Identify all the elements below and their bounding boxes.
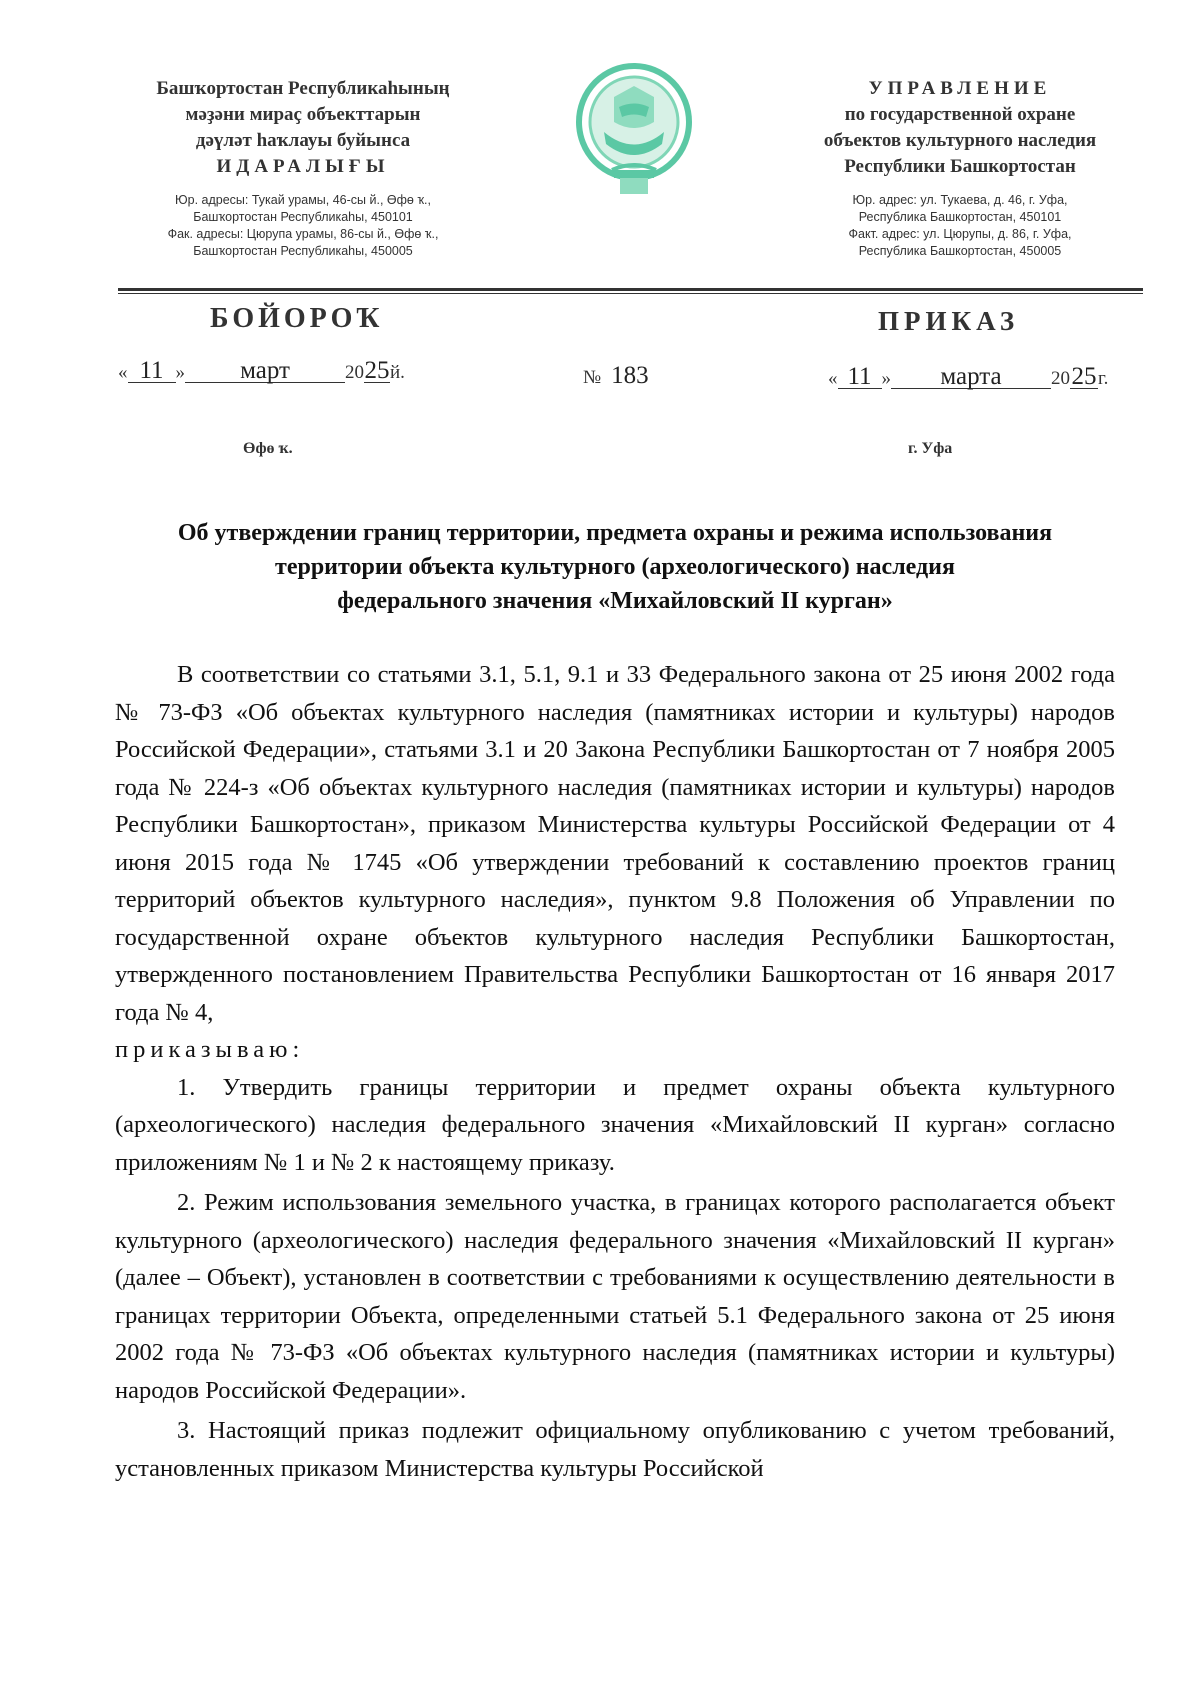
- address-line: Республика Башкортостан, 450005: [858, 244, 1062, 258]
- org-line: дәүләт һаҡлауы буйынса: [195, 130, 411, 151]
- date-day: 11: [838, 366, 882, 389]
- title-line: федерального значения «Михайловский II курган»: [337, 588, 893, 614]
- header-divider-thin: [118, 293, 1143, 294]
- document-type-bashkir: БОЙОРОҠ: [210, 303, 384, 334]
- org-line: Республики Башкортостан: [844, 156, 1076, 177]
- date-year-prefix: 20: [345, 362, 364, 383]
- org-line: мәҙәни мираҫ объекттарын: [185, 104, 421, 125]
- address-line: Фак. адресы: Цюрупа урамы, 86-сы й., Өфө ҡ.,: [167, 227, 439, 241]
- date-month: марта: [891, 366, 1051, 389]
- org-line: объектов культурного наследия: [823, 130, 1097, 151]
- address-line: Факт. адрес: ул. Цюрупы, д. 86, г. Уфа,: [848, 227, 1072, 241]
- date-bashkir: [118, 357, 405, 384]
- title-line: Об утверждении границ территории, предмета охраны и режима использования: [177, 520, 1053, 546]
- header-left: [118, 76, 488, 260]
- header-divider: [118, 288, 1143, 291]
- date-year-suffix: 25: [364, 357, 390, 384]
- quote-open: «: [828, 368, 838, 389]
- date-year-suffix: 25: [1071, 363, 1097, 390]
- item-3-paragraph: 3. Настоящий приказ подлежит официальному опубликованию с учетом требований, установленных приказом Министерства культуры Российской: [115, 1417, 1115, 1482]
- city-bashkir: Өфө ҡ.: [243, 440, 293, 457]
- date-year-prefix: 20: [1051, 368, 1070, 389]
- org-line: УПРАВЛЕНИЕ: [868, 78, 1052, 99]
- item-2-paragraph: 2. Режим использования земельного участка, в границах которого располагается объект культурного (археологического) наследия федерального значения «Михайловский II курган» (далее – Объект), установлен в соответствии с требованиями к осуществлению деятельности в границах территории Объекта, определенными статьей 5.1 Федерального закона от 25 июня 2002 года № 73-ФЗ «Об объектах культурного наследия (памятниках истории и культуры) народов Российской Федерации».: [115, 1189, 1115, 1404]
- quote-close: »: [175, 362, 185, 383]
- preamble-paragraph: В соответствии со статьями 3.1, 5.1, 9.1 и 33 Федерального закона от 25 июня 2002 года № 73-ФЗ «Об объектах культурного наследия (памятниках истории и культуры) народов Российской Федерации», статьями 3.1 и 20 Закона Республики Башкортостан от 7 ноября 2005 года № 224-з «Об объектах культурного наследия (памятниках истории и культуры) народов Республики Башкортостан», приказом Министерства культуры Российской Федерации от 4 июня 2015 года № 1745 «Об утверждении требований к составлению проектов границ территорий объектов культурного наследия», пунктом 9.8 Положения об Управлении по государственной охране объектов культурного наследия Республики Башкортостан, утвержденного постановлением Правительства Республики Башкортостан от 16 января 2017 года № 4,: [115, 661, 1115, 1026]
- document-type-russian: ПРИКАЗ: [878, 306, 1020, 336]
- address-line: Юр. адрес: ул. Тукаева, д. 46, г. Уфа,: [852, 193, 1068, 207]
- address-line: Башҡортостан Республикаһы, 450101: [193, 210, 413, 224]
- quote-close: »: [881, 368, 891, 389]
- org-name-bashkir: [118, 76, 488, 180]
- org-line: по государственной охране: [844, 104, 1076, 125]
- header-right: [790, 76, 1130, 260]
- address-bashkir: [118, 192, 488, 260]
- number-value: 183: [611, 362, 649, 389]
- address-line: Юр. адресы: Тукай урамы, 46-сы й., Өфө ҡ.,: [175, 193, 431, 207]
- date-month: март: [185, 360, 345, 383]
- document-body: [115, 656, 1115, 1487]
- bashkortostan-emblem-icon: [574, 62, 694, 202]
- org-name-russian: [790, 76, 1130, 180]
- title-line: территории объекта культурного (археологического) наследия: [275, 554, 955, 580]
- item-1-paragraph: 1. Утвердить границы территории и предмет охраны объекта культурного (археологического) наследия федерального значения «Михайловский II курган» согласно приложениям № 1 и № 2 к настоящему приказу.: [115, 1073, 1115, 1176]
- date-year-unit: й.: [390, 362, 405, 383]
- date-year-unit: г.: [1098, 368, 1109, 389]
- address-line: Башҡортостан Республикаһы, 450005: [193, 244, 413, 258]
- address-line: Республика Башкортостан, 450101: [858, 210, 1062, 224]
- org-line: Башҡортостан Республикаһының: [156, 78, 450, 99]
- order-word: приказываю:: [115, 1036, 305, 1063]
- document-title: [100, 516, 1130, 618]
- quote-open: «: [118, 362, 128, 383]
- city-russian: г. Уфа: [908, 440, 953, 457]
- date-russian: [828, 363, 1109, 390]
- order-number: [583, 362, 649, 390]
- address-russian: [790, 192, 1130, 260]
- date-day: 11: [128, 360, 176, 383]
- number-sign: №: [583, 367, 602, 388]
- org-line: ИДАРАЛЫҒЫ: [216, 156, 390, 177]
